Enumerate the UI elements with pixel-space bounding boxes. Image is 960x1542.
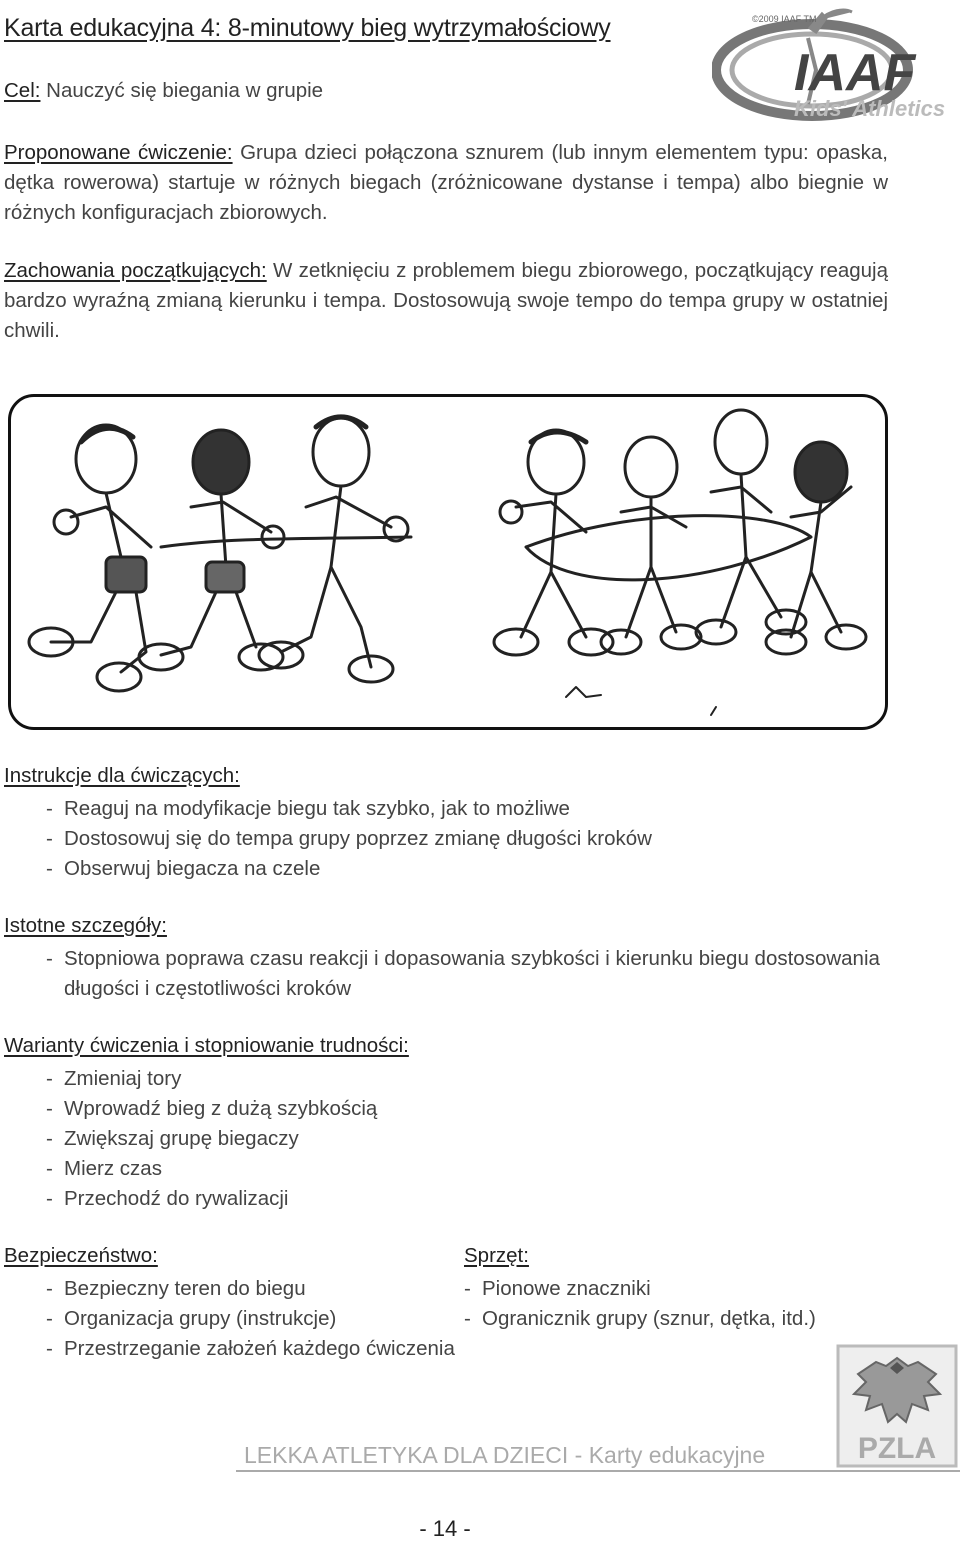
running-children-illustration [8, 394, 888, 730]
list-item: - Dostosowuj się do tempa grupy poprzez zmianę długości kroków [46, 824, 896, 854]
exercise-text: Grupa dzieci połączona sznurem (lub innym elementem typu: opaska, dętka rowerowa) startuje w różnych biegach (zróżnicowane dystanse i tempa) albo biegnie w różnych konfiguracjach zbiorowych. [4, 141, 888, 224]
logo-subtitle: Kids' Athletics [794, 96, 946, 121]
illustration-drawing [11, 397, 885, 727]
page-title: Karta edukacyjna 4: 8-minutowy bieg wytrzymałościowy [4, 14, 611, 42]
runner-7 [766, 442, 866, 654]
runner-3 [259, 417, 408, 682]
rope-left [161, 537, 411, 547]
safety-heading: Bezpieczeństwo: [4, 1244, 158, 1267]
list-item: - Pionowe znaczniki [464, 1274, 816, 1304]
list-item: - Przechodź do rywalizacji [46, 1184, 377, 1214]
goal-text: Nauczyć się biegania w grupie [46, 79, 324, 102]
beginners-paragraph [4, 256, 888, 346]
goal-label: Cel: [4, 79, 41, 102]
equipment-list [464, 1274, 816, 1334]
list-item: - Mierz czas [46, 1154, 377, 1184]
list-item: - Reaguj na modyfikacje biegu tak szybko, jak to możliwe [46, 794, 896, 824]
beginners-text: W zetknięciu z problemem biegu zbiorowego, początkujący reagują bardzo wyraźną zmianą kierunku i tempa. Dostosowują swoje tempo do tempa grupy w ostatniej chwili. [4, 259, 889, 342]
iaaf-kids-athletics-logo [712, 8, 960, 126]
list-item: - Wprowadź bieg z dużą szybkością [46, 1094, 377, 1124]
runner-4 [494, 430, 613, 655]
runner-1 [29, 425, 151, 691]
logo-brand: IAAF [794, 44, 916, 102]
list-item: - Zmieniaj tory [46, 1064, 377, 1094]
goal-paragraph [4, 76, 888, 106]
equipment-heading: Sprzęt: [464, 1244, 529, 1267]
exercise-label: Proponowane ćwiczenie: [4, 141, 233, 164]
runner-2 [139, 430, 284, 670]
list-item: - Przestrzeganie założeń każdego ćwiczenia [46, 1334, 455, 1364]
list-item: - Zwiększaj grupę biegaczy [46, 1124, 377, 1154]
rope-right [526, 516, 811, 580]
list-item: - Stopniowa poprawa czasu reakcji i dopasowania szybkości i kierunku biegu dostosowania długości i częstotliwości kroków [46, 944, 896, 1004]
list-item: - Organizacja grupy (instrukcje) [46, 1304, 455, 1334]
list-item: - Ogranicznik grupy (sznur, dętka, itd.) [464, 1304, 816, 1334]
details-heading: Istotne szczegóły: [4, 914, 167, 937]
page-number: - 14 - [419, 1516, 471, 1541]
safety-list [46, 1274, 455, 1364]
variants-list [46, 1064, 377, 1214]
list-item: - Obserwuj biegacza na czele [46, 854, 896, 884]
beginners-label: Zachowania początkujących: [4, 259, 267, 282]
runner-5 [601, 437, 701, 654]
pzla-logo-text: PZLA [857, 1432, 937, 1465]
footer-title: LEKKA ATLETYKA DLA DZIECI - Karty edukacyjne [236, 1440, 960, 1472]
list-item: - Bezpieczny teren do biegu [46, 1274, 455, 1304]
details-list [46, 944, 896, 1004]
instructions-list [46, 794, 896, 884]
exercise-paragraph [4, 138, 888, 228]
logo-copyright: ©2009 IAAF TM [752, 14, 817, 24]
instructions-heading: Instrukcje dla ćwiczących: [4, 764, 240, 787]
variants-heading: Warianty ćwiczenia i stopniowanie trudności: [4, 1034, 409, 1057]
